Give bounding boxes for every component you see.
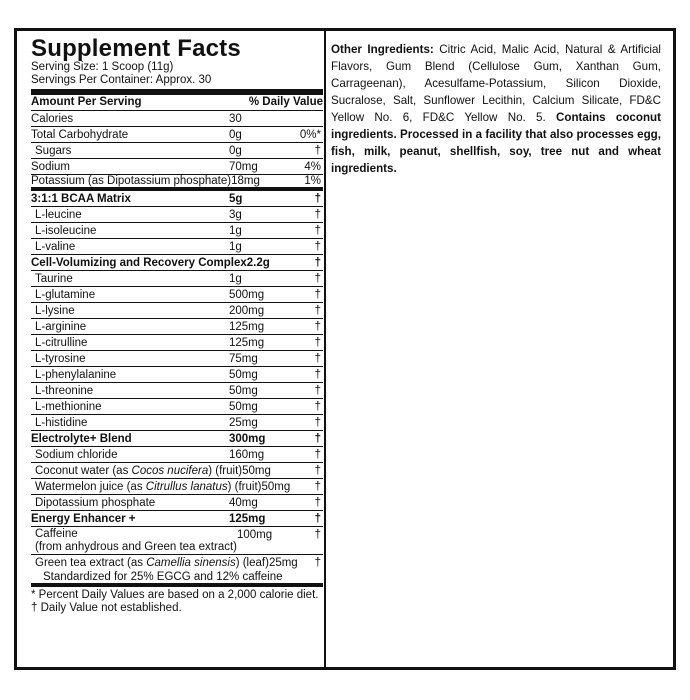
row-amount: 500mg bbox=[229, 288, 265, 301]
row-name: 3:1:1 BCAA Matrix bbox=[31, 192, 131, 205]
allergen-warning: Contains coconut ingredients. Processed in a facility that also processes egg, fish, milk, peanut, shellfish, soy, tree nut and wheat ingredients. bbox=[331, 111, 661, 175]
row-dv: † bbox=[314, 368, 321, 381]
amount-header: Amount Per Serving bbox=[31, 96, 142, 108]
row-amount: 0g bbox=[229, 144, 242, 157]
row-dv: † bbox=[314, 416, 321, 429]
nutrient-row bbox=[31, 127, 323, 143]
row-dv: † bbox=[314, 288, 321, 301]
row-dv: † bbox=[314, 144, 321, 157]
row-amount: 160mg bbox=[229, 448, 265, 461]
row-name: L-leucine bbox=[35, 208, 82, 221]
row-name: Energy Enhancer + bbox=[31, 512, 136, 525]
row-dv: † bbox=[314, 496, 321, 509]
row-dv: † bbox=[314, 208, 321, 221]
row-name: Potassium (as Dipotassium phosphate) bbox=[31, 175, 232, 187]
row-dv: † bbox=[314, 240, 321, 253]
row-dv: † bbox=[314, 512, 321, 525]
table-header bbox=[31, 95, 323, 111]
row-name-latin: Camellia sinensis bbox=[146, 557, 236, 569]
nutrient-row bbox=[31, 159, 323, 175]
ingredient-row bbox=[31, 271, 323, 287]
row-dv: † bbox=[314, 192, 321, 205]
supplement-label-frame bbox=[14, 28, 676, 670]
row-dv: † bbox=[314, 320, 321, 333]
row-name-post: ) (fruit) bbox=[208, 464, 243, 477]
ingredient-row bbox=[31, 335, 323, 351]
blend-row bbox=[31, 191, 323, 207]
row-dv: † bbox=[314, 432, 321, 445]
other-ingredients-text: Citric Acid, Malic Acid, Natural & Artificial Flavors, Gum Blend (Cellulose Gum, Xanthan Gum, Carrageenan), Acesulfame-Potassium, Silicon Dioxide, Sucralose, Salt, Sunflower Lecithin, Calcium Silicate, FD&C Yellow No. 6, FD&C Yellow No. 5. bbox=[331, 43, 661, 124]
facts-title: Supplement Facts bbox=[31, 35, 241, 62]
row-dv: † bbox=[314, 336, 321, 349]
ingredient-row bbox=[31, 527, 323, 555]
footnote-dv: * Percent Daily Values are based on a 2,000 calorie diet. bbox=[31, 589, 319, 601]
row-name: L-citrulline bbox=[35, 336, 88, 349]
row-dv: 4% bbox=[304, 160, 321, 173]
row-name: L-phenylalanine bbox=[35, 368, 117, 381]
row-name-pre: Green tea extract (as bbox=[35, 557, 147, 569]
row-name bbox=[31, 527, 237, 554]
row-amount: 0g bbox=[229, 128, 242, 141]
ingredient-row bbox=[31, 351, 323, 367]
ingredient-row bbox=[31, 367, 323, 383]
nutrient-row bbox=[31, 111, 323, 127]
nutrient-row bbox=[31, 143, 323, 159]
row-amount: 75mg bbox=[229, 352, 258, 365]
row-name-post: ) (leaf) bbox=[235, 557, 269, 569]
row-name-line2: (from anhydrous and Green tea extract) bbox=[35, 541, 237, 553]
row-dv: † bbox=[314, 529, 321, 541]
row-dv: † bbox=[314, 400, 321, 413]
row-name: L-methionine bbox=[35, 400, 102, 413]
row-amount: 1g bbox=[229, 240, 242, 253]
row-name bbox=[31, 556, 269, 570]
row-name-post: ) (fruit) bbox=[227, 480, 262, 493]
serving-size: Serving Size: 1 Scoop (11g) bbox=[31, 61, 174, 73]
row-name-latin: Citrullus lanatus bbox=[145, 480, 228, 493]
row-amount: 3g bbox=[229, 208, 242, 221]
row-amount: 2.2g bbox=[246, 256, 270, 269]
row-amount: 30 bbox=[229, 112, 242, 125]
row-amount: 50mg bbox=[261, 480, 291, 493]
row-name: L-arginine bbox=[35, 320, 87, 333]
column-divider bbox=[324, 31, 326, 667]
row-name: Sodium bbox=[31, 160, 70, 173]
row-dv: † bbox=[314, 480, 321, 493]
ingredient-row bbox=[31, 495, 323, 511]
row-name: Total Carbohydrate bbox=[31, 128, 129, 141]
standardization-row bbox=[31, 571, 323, 587]
row-name: Taurine bbox=[35, 272, 73, 285]
row-name: Calories bbox=[31, 112, 74, 125]
ingredient-row bbox=[31, 223, 323, 239]
blend-row bbox=[31, 511, 323, 527]
supplement-facts-panel bbox=[31, 37, 323, 615]
row-amount: 70mg bbox=[229, 160, 258, 173]
other-ingredients-label: Other Ingredients: bbox=[331, 43, 434, 56]
servings-per-container: Servings Per Container: Approx. 30 bbox=[31, 74, 212, 86]
row-name: L-isoleucine bbox=[35, 224, 97, 237]
row-dv: † bbox=[314, 384, 321, 397]
ingredient-row bbox=[31, 479, 323, 495]
row-dv: † bbox=[314, 224, 321, 237]
row-dv: † bbox=[314, 304, 321, 317]
row-name: L-threonine bbox=[35, 384, 94, 397]
dv-header: % Daily Value bbox=[248, 96, 323, 108]
row-amount: 125mg bbox=[229, 512, 266, 525]
row-dv: † bbox=[314, 557, 321, 569]
footnote-not-established: † Daily Value not established. bbox=[31, 602, 182, 614]
row-amount: 50mg bbox=[229, 400, 258, 413]
row-name: Dipotassium phosphate bbox=[35, 496, 156, 509]
nutrient-row bbox=[31, 175, 323, 191]
row-name-pre: Coconut water (as bbox=[35, 464, 132, 477]
row-name: L-tyrosine bbox=[35, 352, 86, 365]
row-dv: † bbox=[314, 352, 321, 365]
ingredient-row bbox=[31, 319, 323, 335]
row-amount: 125mg bbox=[229, 320, 265, 333]
row-amount: 25mg bbox=[229, 416, 258, 429]
ingredient-row bbox=[31, 555, 323, 571]
row-name: Standardized for 25% EGCG and 12% caffeine bbox=[43, 571, 283, 583]
blend-row bbox=[31, 255, 323, 271]
row-amount: 200mg bbox=[229, 304, 265, 317]
ingredient-row bbox=[31, 287, 323, 303]
row-amount: 125mg bbox=[229, 336, 265, 349]
row-dv: † bbox=[314, 448, 321, 461]
row-amount: 50mg bbox=[229, 368, 258, 381]
row-amount: 18mg bbox=[231, 175, 260, 187]
row-dv: † bbox=[314, 464, 321, 477]
ingredient-row bbox=[31, 463, 323, 479]
blend-row bbox=[31, 431, 323, 447]
ingredient-row bbox=[31, 303, 323, 319]
ingredient-row bbox=[31, 239, 323, 255]
row-name-line1: Caffeine bbox=[35, 528, 78, 540]
row-name: Cell-Volumizing and Recovery Complex bbox=[31, 256, 247, 269]
row-name: L-glutamine bbox=[35, 288, 96, 301]
other-ingredients bbox=[331, 41, 661, 177]
row-name: Sugars bbox=[35, 144, 72, 157]
row-amount: 1g bbox=[229, 224, 242, 237]
row-name bbox=[31, 480, 261, 494]
ingredient-row bbox=[31, 207, 323, 223]
row-amount: 50mg bbox=[242, 464, 271, 477]
row-amount: 25mg bbox=[268, 557, 298, 569]
row-name-pre: Watermelon juice (as bbox=[35, 480, 146, 493]
row-amount: 300mg bbox=[229, 432, 266, 445]
ingredient-row bbox=[31, 399, 323, 415]
row-dv: 0%* bbox=[299, 128, 321, 141]
row-dv: 1% bbox=[304, 175, 321, 187]
row-amount: 1g bbox=[229, 272, 242, 285]
row-name: Sodium chloride bbox=[35, 448, 118, 461]
row-name: L-lysine bbox=[35, 304, 75, 317]
row-dv: † bbox=[314, 272, 321, 285]
row-name bbox=[31, 464, 242, 478]
row-amount: 50mg bbox=[229, 384, 258, 397]
row-name-latin: Cocos nucifera bbox=[131, 464, 209, 477]
row-amount: 40mg bbox=[229, 496, 258, 509]
row-amount: 100mg bbox=[237, 529, 273, 541]
ingredient-row bbox=[31, 415, 323, 431]
ingredient-row bbox=[31, 447, 323, 463]
row-dv: † bbox=[314, 256, 321, 269]
row-name: L-valine bbox=[35, 240, 76, 253]
row-name: Electrolyte+ Blend bbox=[31, 432, 132, 445]
row-name: L-histidine bbox=[35, 416, 88, 429]
row-amount: 5g bbox=[229, 192, 243, 205]
ingredient-row bbox=[31, 383, 323, 399]
